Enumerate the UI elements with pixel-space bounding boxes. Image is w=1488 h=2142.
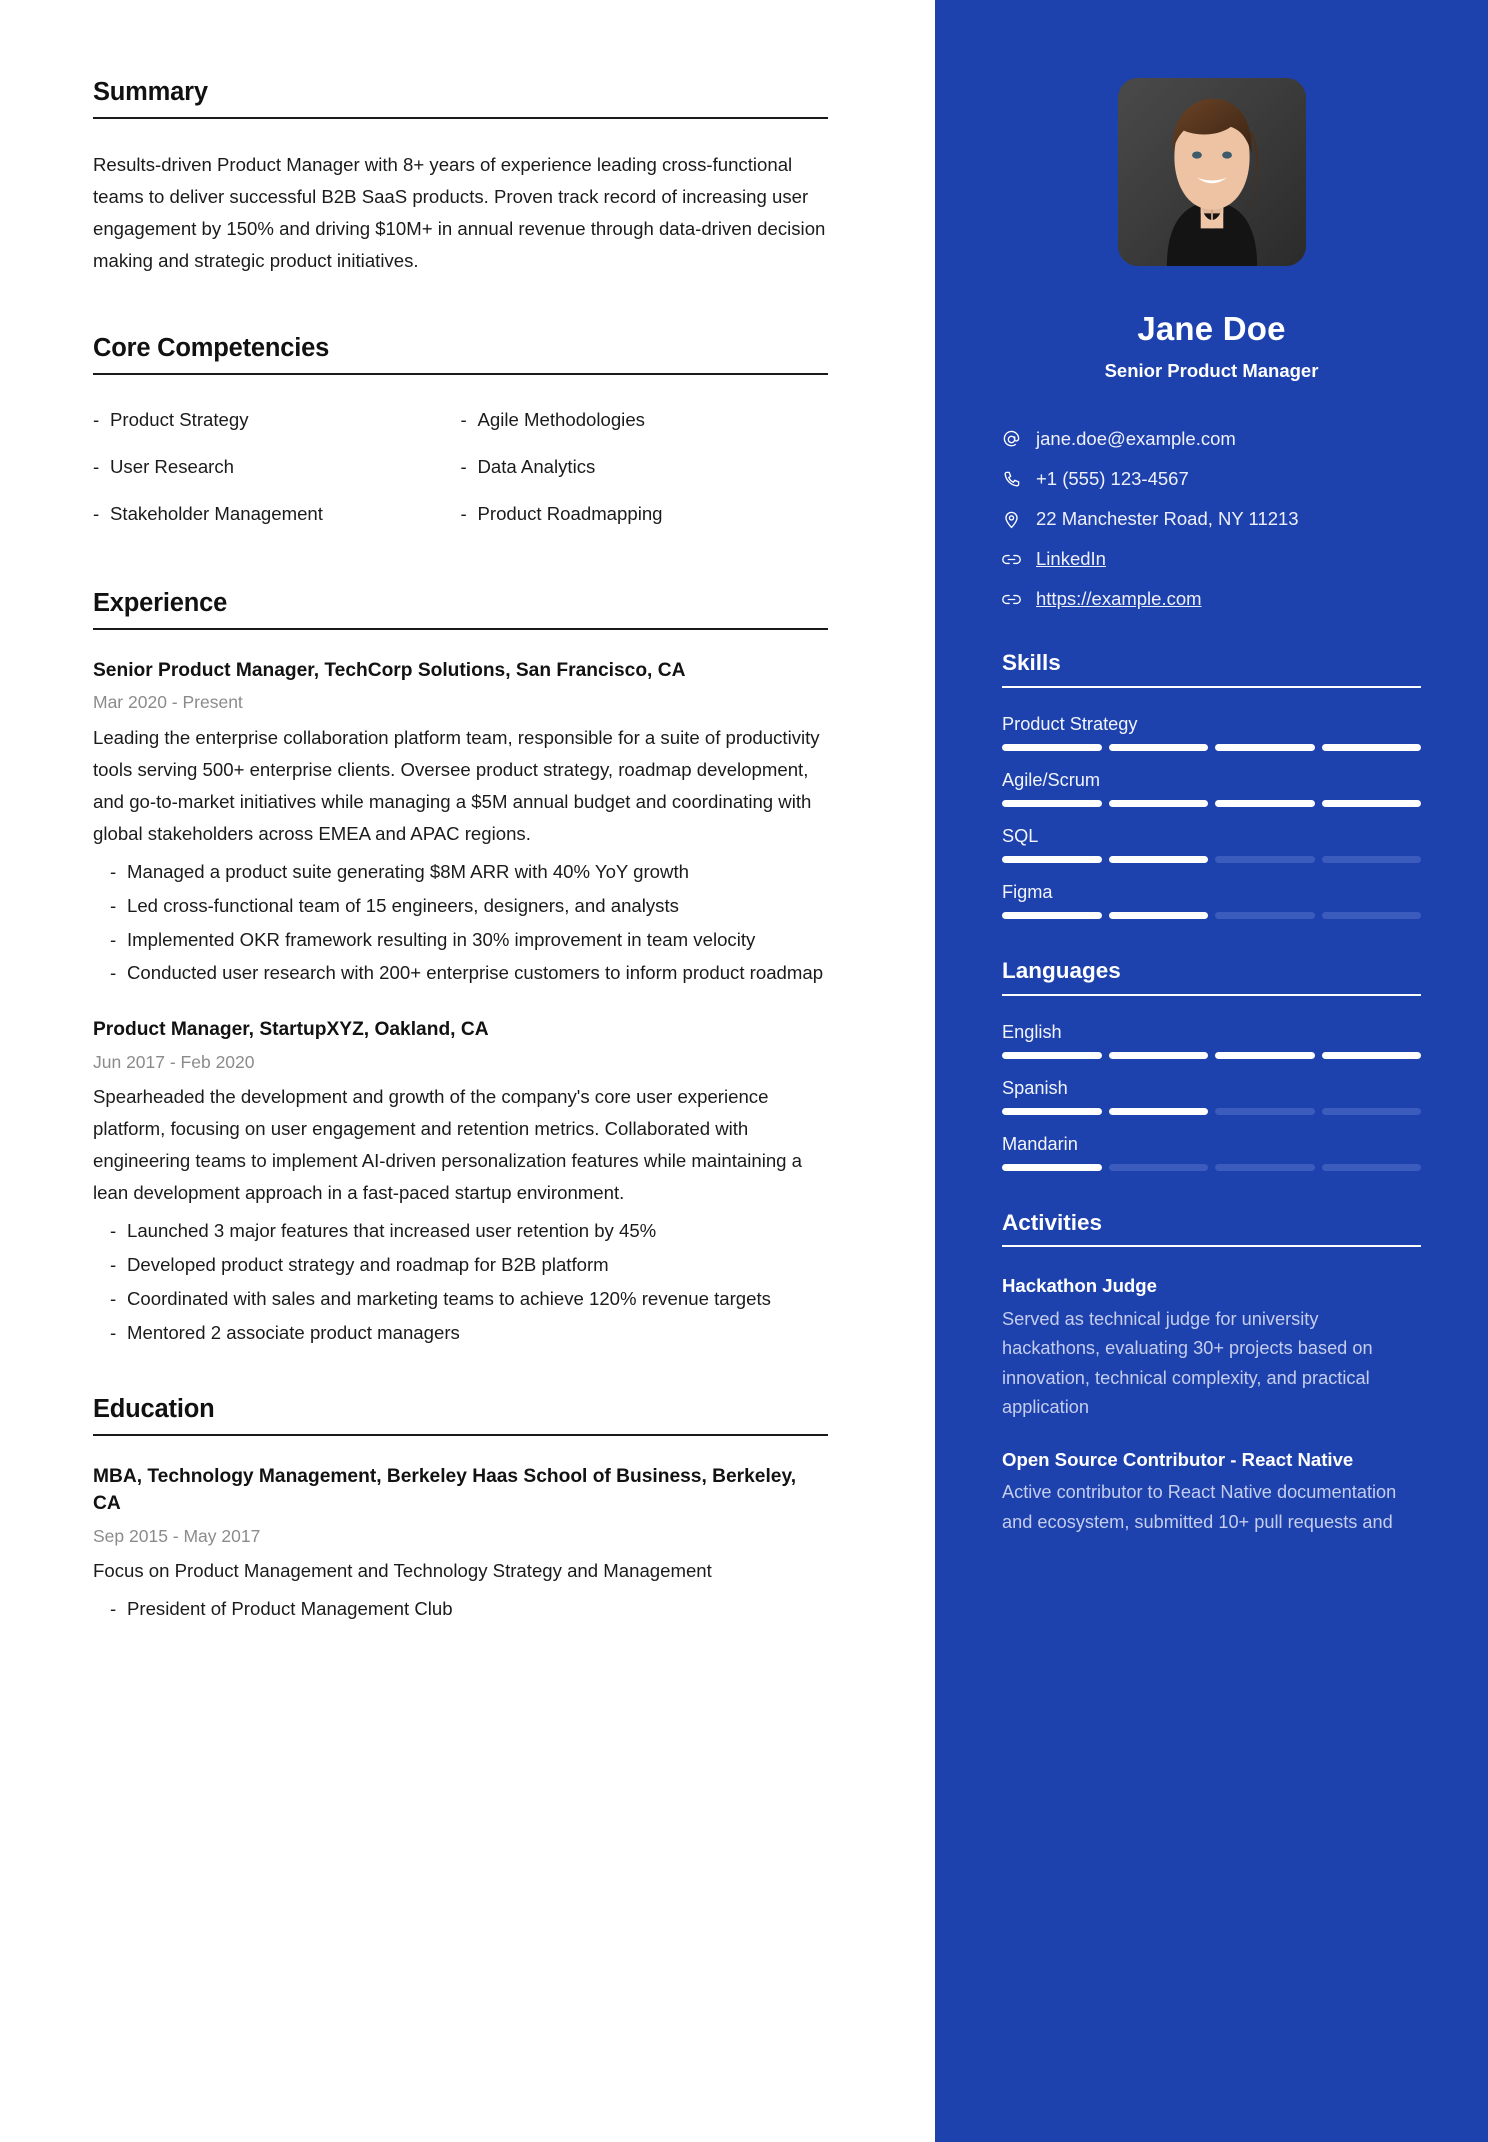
meter-segment xyxy=(1215,856,1315,863)
skill-level-meter xyxy=(1002,744,1421,751)
avatar-wrapper xyxy=(1002,78,1421,266)
link-icon xyxy=(1002,590,1036,609)
section-skills xyxy=(1002,651,1421,919)
dash-bullet: - xyxy=(460,408,467,430)
activity-item xyxy=(1002,1447,1421,1537)
location-pin-icon xyxy=(1002,510,1036,529)
skill-item xyxy=(1002,882,1421,919)
section-divider xyxy=(1002,1245,1421,1247)
section-divider xyxy=(1002,686,1421,688)
language-item xyxy=(1002,1134,1421,1171)
section-divider xyxy=(93,1434,828,1436)
list-item xyxy=(110,924,828,956)
language-item xyxy=(1002,1022,1421,1059)
dash-bullet: - xyxy=(110,1288,117,1310)
skill-item xyxy=(1002,714,1421,751)
dash-bullet: - xyxy=(110,1598,117,1619)
dash-bullet: - xyxy=(110,894,117,916)
language-level-meter xyxy=(1002,1164,1421,1171)
contact-email-text: jane.doe@example.com xyxy=(1036,428,1236,449)
skill-level-meter xyxy=(1002,800,1421,807)
sidebar-title-activities: Activities xyxy=(1002,1209,1103,1235)
section-divider xyxy=(93,373,828,375)
list-item xyxy=(93,498,461,530)
contact-row-phone xyxy=(1002,467,1421,491)
section-experience xyxy=(93,589,828,1349)
sidebar-title-languages: Languages xyxy=(1002,957,1121,983)
meter-segment xyxy=(1109,1164,1209,1171)
competencies-column-left xyxy=(93,404,461,545)
job-title: Product Manager, StartupXYZ, Oakland, CA xyxy=(93,1019,489,1041)
dash-bullet: - xyxy=(460,502,467,524)
list-item xyxy=(93,451,461,483)
meter-segment xyxy=(1002,912,1102,919)
list-item xyxy=(461,404,829,436)
meter-segment xyxy=(1322,912,1422,919)
avatar xyxy=(1118,78,1306,266)
meter-segment xyxy=(1002,744,1102,751)
dash-bullet: - xyxy=(110,962,117,984)
section-divider xyxy=(1002,994,1421,996)
language-label: Mandarin xyxy=(1002,1133,1078,1154)
language-item xyxy=(1002,1078,1421,1115)
skill-label: Product Strategy xyxy=(1002,713,1138,734)
activity-title: Open Source Contributor - React Native xyxy=(1002,1448,1354,1470)
bullet-text: Launched 3 major features that increased user retention by 45% xyxy=(127,1220,657,1242)
list-item xyxy=(110,1317,828,1349)
skills-list xyxy=(1002,714,1421,919)
degree-date-range: Sep 2015 - May 2017 xyxy=(93,1525,261,1546)
section-education xyxy=(93,1395,828,1625)
job-bullet-list xyxy=(93,1215,828,1349)
section-divider xyxy=(93,117,828,119)
page-title-summary: Summary xyxy=(93,78,208,106)
list-item xyxy=(110,1215,828,1247)
summary-text: Results-driven Product Manager with 8+ years of experience leading cross-functional teams to deliver successful B2B SaaS products. Proven track record of increasing user engagement by 150% and driving $10M+ in annual revenue through data-driven decision making and strategic product initiatives. xyxy=(93,154,826,271)
section-divider xyxy=(93,628,828,630)
person-job-title: Senior Product Manager xyxy=(1104,360,1319,381)
meter-segment xyxy=(1215,800,1315,807)
experience-entry xyxy=(93,1016,828,1349)
dash-bullet: - xyxy=(93,455,100,477)
dash-bullet: - xyxy=(110,1220,117,1242)
person-name: Jane Doe xyxy=(1137,310,1286,347)
meter-segment xyxy=(1322,744,1422,751)
section-languages xyxy=(1002,959,1421,1171)
competency-label: Product Roadmapping xyxy=(477,502,663,524)
competency-label: User Research xyxy=(110,455,235,477)
contact-phone-text: +1 (555) 123-4567 xyxy=(1036,468,1189,490)
phone-icon xyxy=(1002,470,1036,489)
bullet-text: Coordinated with sales and marketing teams to achieve 120% revenue targets xyxy=(127,1288,771,1310)
contact-address-text: 22 Manchester Road, NY 11213 xyxy=(1036,508,1299,530)
sidebar xyxy=(935,0,1488,2142)
job-title: Senior Product Manager, TechCorp Solutions, San Francisco, CA xyxy=(93,659,686,681)
list-item xyxy=(110,1283,828,1315)
language-label: English xyxy=(1002,1021,1062,1042)
meter-segment xyxy=(1215,912,1315,919)
dash-bullet: - xyxy=(110,1321,117,1343)
page-title-education: Education xyxy=(93,1394,215,1423)
activities-list xyxy=(1002,1273,1421,1537)
skill-label: Agile/Scrum xyxy=(1002,769,1101,790)
sidebar-title-skills: Skills xyxy=(1002,650,1061,676)
list-item xyxy=(110,890,828,922)
meter-segment xyxy=(1109,744,1209,751)
at-icon xyxy=(1002,430,1036,449)
dash-bullet: - xyxy=(93,502,100,524)
degree-description: Focus on Product Management and Technology Strategy and Management xyxy=(93,1560,712,1582)
page-title-experience: Experience xyxy=(93,588,228,617)
activity-item xyxy=(1002,1273,1421,1422)
degree-bullet-list xyxy=(93,1593,828,1625)
bullet-text: Conducted user research with 200+ enterprise customers to inform product roadmap xyxy=(127,962,824,984)
meter-segment xyxy=(1109,1108,1209,1115)
skill-level-meter xyxy=(1002,912,1421,919)
section-summary xyxy=(93,78,828,277)
activity-title: Hackathon Judge xyxy=(1002,1275,1157,1297)
section-core-competencies xyxy=(93,334,828,545)
competencies-column-right xyxy=(461,404,829,545)
competency-label: Agile Methodologies xyxy=(477,408,645,430)
language-level-meter xyxy=(1002,1108,1421,1115)
meter-segment xyxy=(1109,800,1209,807)
contact-row-linkedin[interactable] xyxy=(1002,547,1421,571)
meter-segment xyxy=(1109,856,1209,863)
meter-segment xyxy=(1322,856,1422,863)
contact-row-website[interactable] xyxy=(1002,587,1421,611)
list-item xyxy=(110,1593,828,1625)
page-title-competencies: Core Competencies xyxy=(93,333,330,362)
skill-item xyxy=(1002,826,1421,863)
list-item xyxy=(461,498,829,530)
list-item xyxy=(461,451,829,483)
dash-bullet: - xyxy=(110,1254,117,1276)
bullet-text: President of Product Management Club xyxy=(127,1598,453,1619)
dash-bullet: - xyxy=(460,455,467,477)
job-description: Spearheaded the development and growth of the company's core user experience platform, focusing on user engagement and retention metrics. Collaborated with engineering teams to implement AI-driven personalization features while maintaining a lean development approach in a fast-paced startup environment. xyxy=(93,1086,803,1204)
meter-segment xyxy=(1002,1108,1102,1115)
meter-segment xyxy=(1002,800,1102,807)
meter-segment xyxy=(1215,744,1315,751)
dash-bullet: - xyxy=(110,860,117,882)
meter-segment xyxy=(1215,1052,1315,1059)
job-description: Leading the enterprise collaboration platform team, responsible for a suite of productivity tools serving 500+ enterprise clients. Oversee product strategy, roadmap development, and go-to-market initiatives while managing a $5M annual budget and coordinating with global stakeholders across EMEA and APAC regions. xyxy=(93,726,820,844)
contact-list xyxy=(1002,427,1421,611)
job-date-range: Mar 2020 - Present xyxy=(93,692,243,713)
list-item xyxy=(93,404,461,436)
skill-label: SQL xyxy=(1002,825,1039,846)
contact-row-address xyxy=(1002,507,1421,531)
meter-segment xyxy=(1109,1052,1209,1059)
meter-segment xyxy=(1002,1164,1102,1171)
education-entry xyxy=(93,1463,828,1625)
skill-level-meter xyxy=(1002,856,1421,863)
meter-segment xyxy=(1322,1052,1422,1059)
meter-segment xyxy=(1322,1164,1422,1171)
bullet-text: Implemented OKR framework resulting in 30% improvement in team velocity xyxy=(127,928,756,950)
job-bullet-list xyxy=(93,856,828,990)
dash-bullet: - xyxy=(93,408,100,430)
meter-segment xyxy=(1322,800,1422,807)
list-item xyxy=(110,957,828,989)
meter-segment xyxy=(1002,1052,1102,1059)
activity-description: Active contributor to React Native documentation and ecosystem, submitted 10+ pull requests and xyxy=(1002,1482,1397,1532)
contact-linkedin-link[interactable]: LinkedIn xyxy=(1036,548,1106,570)
degree-title: MBA, Technology Management, Berkeley Haas School of Business, Berkeley, CA xyxy=(93,1466,797,1515)
dash-bullet: - xyxy=(110,928,117,950)
meter-segment xyxy=(1215,1164,1315,1171)
languages-list xyxy=(1002,1022,1421,1171)
meter-segment xyxy=(1109,912,1209,919)
meter-segment xyxy=(1322,1108,1422,1115)
skill-label: Figma xyxy=(1002,881,1053,902)
bullet-text: Mentored 2 associate product managers xyxy=(127,1321,460,1343)
language-label: Spanish xyxy=(1002,1077,1068,1098)
competency-label: Data Analytics xyxy=(477,455,596,477)
language-level-meter xyxy=(1002,1052,1421,1059)
experience-entry xyxy=(93,657,828,990)
section-activities xyxy=(1002,1211,1421,1537)
job-date-range: Jun 2017 - Feb 2020 xyxy=(93,1051,255,1072)
link-icon xyxy=(1002,550,1036,569)
bullet-text: Led cross-functional team of 15 engineers, designers, and analysts xyxy=(127,894,679,916)
contact-row-email xyxy=(1002,427,1421,451)
activity-description: Served as technical judge for university hackathons, evaluating 30+ projects based on innovation, technical complexity, and practical application xyxy=(1002,1308,1373,1418)
skill-item xyxy=(1002,770,1421,807)
bullet-text: Managed a product suite generating $8M ARR with 40% YoY growth xyxy=(127,860,689,882)
meter-segment xyxy=(1002,856,1102,863)
meter-segment xyxy=(1215,1108,1315,1115)
list-item xyxy=(110,856,828,888)
competency-label: Product Strategy xyxy=(110,408,249,430)
bullet-text: Developed product strategy and roadmap for B2B platform xyxy=(127,1254,609,1276)
competency-label: Stakeholder Management xyxy=(110,502,323,524)
contact-website-link[interactable]: https://example.com xyxy=(1036,588,1202,610)
list-item xyxy=(110,1249,828,1281)
